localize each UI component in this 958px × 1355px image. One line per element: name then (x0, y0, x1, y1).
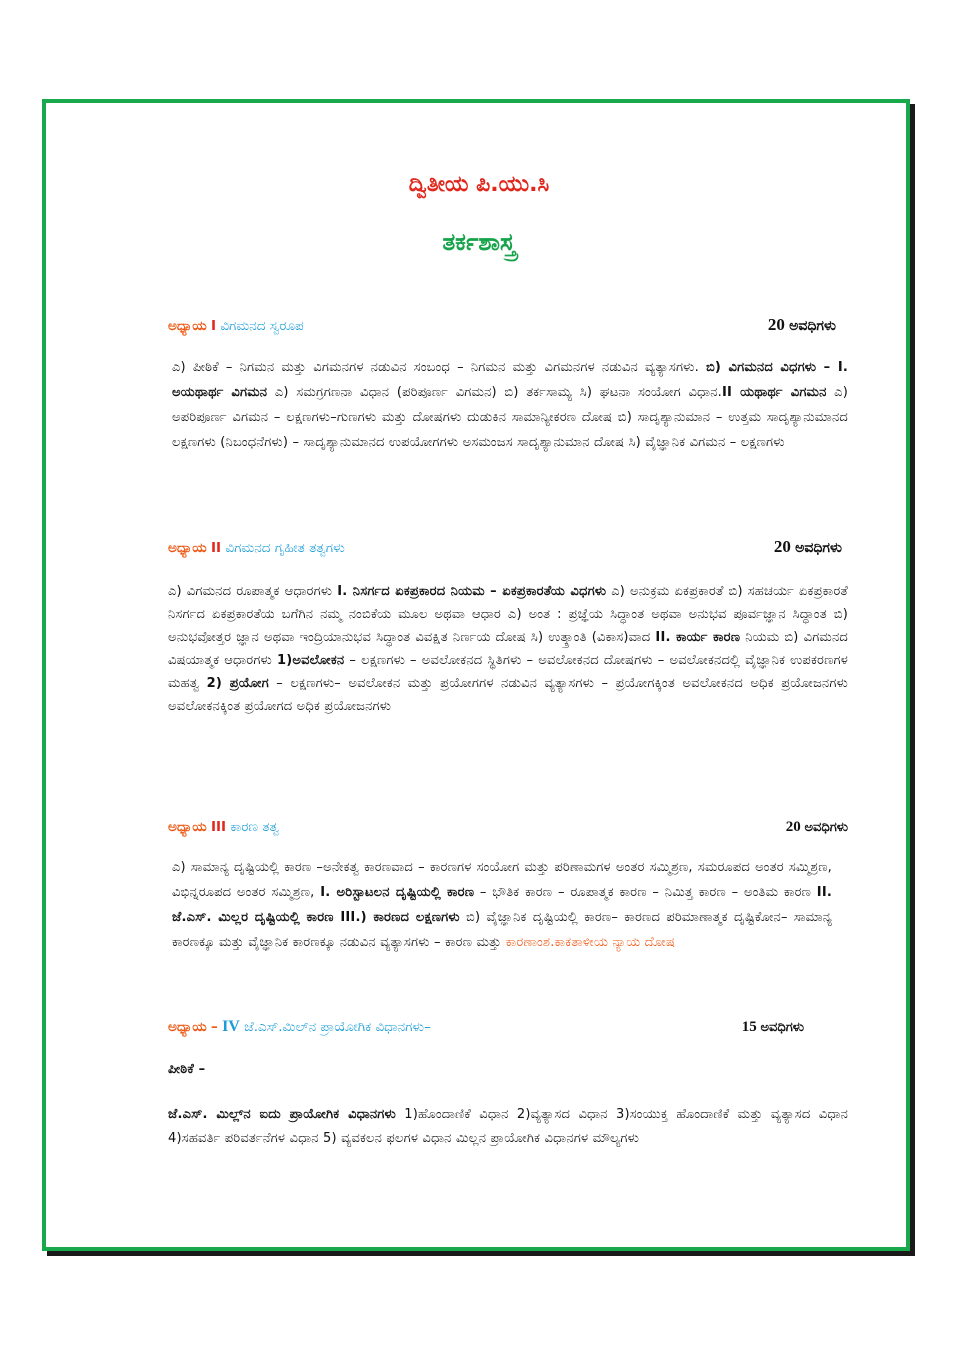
chapter-3-heading (168, 819, 848, 836)
text-bold: II. ಕಾರ್ಯ ಕಾರಣ (655, 630, 741, 645)
chapter-label: ಅಧ್ಯಾಯ (168, 1019, 207, 1035)
text-bold: 2) ಪ್ರಯೋಗ (206, 676, 269, 691)
document-subtitle: ತರ್ಕಶಾಸ್ತ್ರ (442, 228, 516, 256)
chapter-4-intro (168, 1062, 848, 1077)
text-bold: ಬಿ) ವಿಗಮನದ ವಿಧಗಳು – I. ಅಯಥಾರ್ಥ ವಿಗಮನ (172, 360, 848, 400)
chapter-name: ಕಾರಣ ತತ್ವ (230, 819, 279, 835)
text: ಎ) ಅನುಕ್ರಮ ಏಕಪ್ರಕಾರತೆ ಬಿ) ಸಹಚರ್ಯ ಏಕಪ್ರಕಾರತೆ ನಿಸರ್ಗದ ಏಕಪ್ರಕಾರತೆಯ ಬಗೆಗಿನ ನಮ್ಮ ನಂಬಿಕೆಯ ಮೂಲ ಅಥವಾ ಆಧಾರ ಎ) ಅಂತ : ಪ್ರಜ್ಞೆಯ ಸಿದ್ಧಾಂತ ಅಥವಾ ಅನುಭವ ಪೂರ್ವಜ್ಞಾನ ಸಿದ್ಧಾಂತ ಬಿ) ಅನುಭವೋತ್ತರ ಜ್ಞಾನ ಅಥವಾ ಇಂದ್ರಿಯಾನುಭವ ಸಿದ್ಧಾಂತ ವಿವಕ್ಷಿತ ನಿರ್ಣಯ ದೋಷ ಸಿ) ಉತ್ಕ್ರಾಂತಿ (ವಿಕಾಸ)ವಾದ (168, 584, 849, 645)
chapter-label: ಅಧ್ಯಾಯ (168, 540, 207, 556)
text-bold: ಪೀಠಿಕೆ – (168, 1062, 206, 1077)
periods-number: 20 (773, 537, 791, 556)
chapter-name: ವಿಗಮನದ ಗೃಹೀತ ತತ್ವಗಳು (225, 540, 345, 556)
periods-number: 15 (741, 1019, 757, 1035)
chapter-2-heading (168, 537, 848, 557)
text: ಎ) ಪೀಠಿಕೆ – ನಿಗಮನ ಮತ್ತು ವಿಗಮನಗಳ ನಡುವಿನ ಸಂಬಂಧ – ನಿಗಮನ ಮತ್ತು ವಿಗಮನಗಳ ನಡುವಿನ ವ್ಯತ್ಯಾಸಗಳು. (172, 360, 706, 375)
text: ಎ) ಅಪರಿಪೂರ್ಣ ವಿಗಮನ – ಲಕ್ಷಣಗಳು–ಗುಣಗಳು ಮತ್ತು ದೋಷಗಳು ದುಡುಕಿನ ಸಾಮಾನ್ಯೀಕರಣ ದೋಷ ಬಿ) ಸಾದೃಶ್ಯಾನುಮಾನ – ಉತ್ತಮ ಸಾದೃಶ್ಯಾನುಮಾನದ ಲಕ್ಷಣಗಳು (ನಿಬಂಧನೆಗಳು) – ಸಾದೃಶ್ಯಾನುಮಾನದ ಉಪಯೋಗಗಳು ಅಸಮಂಜಸ ಸಾದೃಶ್ಯಾನುಮಾನ ದೋಷ ಸಿ) ವೈಜ್ಞಾನಿಕ ವಿಗಮನ – ಲಕ್ಷಣಗಳು (172, 385, 848, 450)
text: ನಿಯಮ ಬಿ) ವಿಗಮನದ ವಿಷಯಾತ್ಮಕ ಆಧಾರಗಳು (168, 630, 849, 668)
chapter-2-content (168, 580, 848, 718)
chapter-1-content (168, 355, 848, 455)
chapter-label: ಅಧ್ಯಾಯ (168, 318, 207, 334)
chapter-3-content (168, 855, 832, 955)
text-bold: I. ಅರಿಸ್ಟಾಟಲನ ದೃಷ್ಟಿಯಲ್ಲಿ ಕಾರಣ (320, 885, 475, 900)
periods-word: ಅವಧಿಗಳು (760, 1020, 804, 1035)
chapter-periods (774, 537, 842, 557)
text: ಎ) ವಿಗಮನದ ರೂಪಾತ್ಮಕ ಆಧಾರಗಳು (168, 584, 338, 599)
text: 1)ಹೊಂದಾಣಿಕೆ ವಿಧಾನ 2)ವ್ಯತ್ಯಾಸದ ವಿಧಾನ 3)ಸಂಯುಕ್ತ ಹೊಂದಾಣಿಕೆ ಮತ್ತು ವ್ಯತ್ಯಾಸದ ವಿಧಾನ 4)ಸಹವರ್ತಿ ಪರಿವರ್ತನೆಗಳ ವಿಧಾನ 5) ವ್ಯವಕಲನ ಫಲಗಳ ವಿಧಾನ ಮಿಲ್ಲನ ಪ್ರಾಯೋಗಿಕ ವಿಧಾನಗಳ ಮೌಲ್ಯಗಳು (168, 1107, 848, 1146)
periods-number: 20 (767, 315, 785, 334)
chapter-4-content (168, 1103, 848, 1151)
text: – ಲಕ್ಷಣಗಳು– ಅವಲೋಕನ ಮತ್ತು ಪ್ರಯೋಗಗಳ ನಡುವಿನ ವ್ಯತ್ಯಾಸಗಳು – ಪ್ರಯೋಗಕ್ಕಿಂತ ಅವಲೋಕನದ ಅಧಿಕ ಪ್ರಯೋಜನಗಳು ಅವಲೋಕನಕ್ಕಿಂತ ಪ್ರಯೋಗದ ಅಧಿಕ ಪ್ರಯೋಜನಗಳು (168, 676, 848, 714)
chapter-name: ವಿಗಮನದ ಸ್ವರೂಪ (220, 318, 304, 334)
text-bold: II. ಜೆ.ಎಸ್. ಮಿಲ್ಲರ ದೃಷ್ಟಿಯಲ್ಲಿ ಕಾರಣ III.) ಕಾರಣದ ಲಕ್ಷಣಗಳು (172, 885, 833, 925)
text: ಬಿ) ವೈಜ್ಞಾನಿಕ ದೃಷ್ಟಿಯಲ್ಲಿ ಕಾರಣ– ಕಾರಣದ ಪರಿಮಾಣಾತ್ಮಕ ದೃಷ್ಟಿಕೋನ– ಸಾಮಾನ್ಯ ಕಾರಣಕ್ಕೂ ಮತ್ತು ವೈಜ್ಞಾನಿಕ ಕಾರಣಕ್ಕೂ ನಡುವಿನ ವ್ಯತ್ಯಾಸಗಳು – ಕಾರಣ ಮತ್ತು (172, 910, 832, 950)
periods-word: ಅವಧಿಗಳು (804, 820, 848, 835)
chapter-1-heading (168, 315, 848, 335)
chapter-name: ಜೆ.ಎಸ್.ಮಿಲ್‌ನ ಪ್ರಾಯೋಗಿಕ ವಿಧಾನಗಳು– (244, 1019, 431, 1035)
chapter-label: ಅಧ್ಯಾಯ (168, 819, 207, 835)
document-title: ದ್ವಿತೀಯ ಪಿ.ಯು.ಸಿ (408, 172, 550, 197)
chapter-number: II (211, 540, 222, 556)
text-bold: 1)ಅವಲೋಕನ (276, 653, 345, 668)
chapter-periods (786, 819, 848, 836)
text: – ಲಕ್ಷಣಗಳು – ಅವಲೋಕನದ ಸ್ಥಿತಿಗಳು – ಅವಲೋಕನದ ದೋಷಗಳು – ಅವಲೋಕನದಲ್ಲಿ ವೈಜ್ಞಾನಿಕ ಉಪಕರಣಗಳ ಮಹತ್ವ (168, 653, 848, 691)
text: ಎ) ಸಮಗ್ರಗಣನಾ ವಿಧಾನ (ಪರಿಪೂರ್ಣ ವಿಗಮನ) ಬಿ) ತರ್ಕಸಾಮ್ಯ ಸಿ) ಘಟನಾ ಸಂಯೋಗ ವಿಧಾನ. (267, 385, 722, 400)
text: ಎ) ಸಾಮಾನ್ಯ ದೃಷ್ಟಿಯಲ್ಲಿ ಕಾರಣ –ಅನೇಕತ್ವ ಕಾರಣವಾದ – ಕಾರಣಗಳ ಸಂಯೋಗ ಮತ್ತು ಪರಿಣಾಮಗಳ ಅಂತರ ಸಮ್ಮಿಶ್ರಣ, ಸಮರೂಪದ ಅಂತರ ಸಮ್ಮಿಶ್ರಣ, ವಿಭಿನ್ನರೂಪದ ಅಂತರ ಸಮ್ಮಿಶ್ರಣ, (172, 860, 832, 900)
chapter-periods (768, 315, 836, 335)
chapter-4-heading (168, 1018, 804, 1036)
chapter-number: I (211, 318, 217, 334)
periods-word: ಅವಧಿಗಳು (795, 540, 842, 556)
chapter-periods (742, 1019, 804, 1036)
text: – ಭೌತಿಕ ಕಾರಣ – ರೂಪಾತ್ಮಕ ಕಾರಣ – ನಿಮಿತ್ತ ಕಾರಣ – ಅಂತಿಮ ಕಾರಣ (474, 885, 817, 900)
text-bold: ಜೆ.ಎಸ್. ಮಿಲ್ಲ್‌ನ ಐದು ಪ್ರಾಯೋಗಿಕ ವಿಧಾನಗಳು (168, 1107, 396, 1122)
chapter-number: III (211, 819, 227, 835)
text-bold: II ಯಥಾರ್ಥ ವಿಗಮನ (721, 385, 827, 400)
text-bold: I. ನಿಸರ್ಗದ ಏಕಪ್ರಕಾರದ ನಿಯಮ – ಏಕಪ್ರಕಾರತೆಯ ವಿಧಗಳು (337, 584, 607, 599)
periods-number: 20 (785, 819, 801, 835)
text-highlight: ಕಾರಣಾಂಶ.ಕಾಕತಾಳೀಯ ನ್ಯಾಯ ದೋಷ (505, 935, 675, 950)
periods-word: ಅವಧಿಗಳು (789, 318, 836, 334)
chapter-dash: – (211, 1019, 218, 1035)
chapter-number: IV (222, 1018, 240, 1035)
